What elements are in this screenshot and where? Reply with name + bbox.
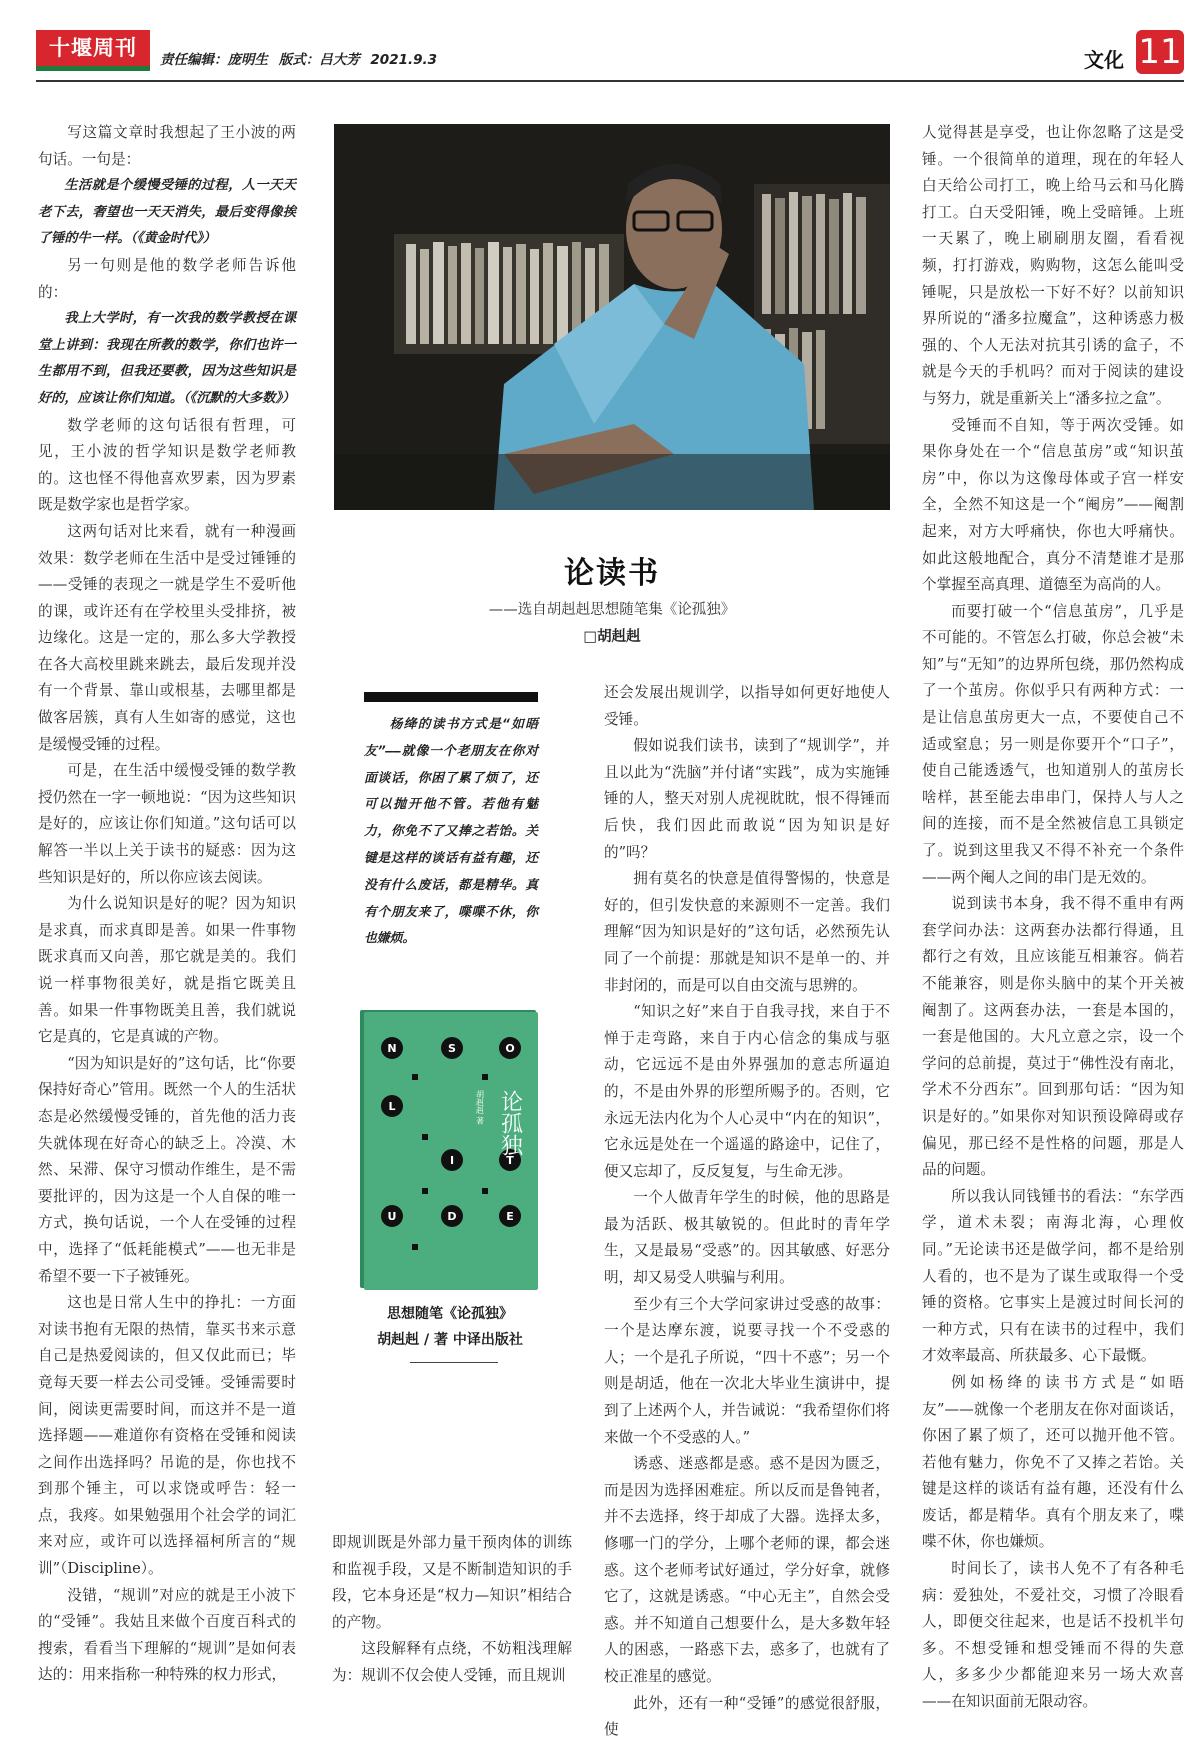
section-name: 文化: [1084, 48, 1124, 72]
book-caption-meta: 胡赳赳 / 著 中译出版社: [377, 1332, 523, 1348]
book-cover: [360, 1010, 540, 1292]
body-paragraph: 此外，还有一种“受锤”的感觉很舒服，使: [604, 1694, 890, 1739]
article-subtitle: ——选自胡赳赳思想随笔集《论孤独》: [488, 602, 736, 618]
body-paragraph: 数学老师的这句话很有哲理，可见，王小波的哲学知识是数学老师教的。这也怪不得他喜欢罗素，因为罗素既是数学家也是哲学家。: [38, 416, 296, 514]
article-title: 论读书: [564, 556, 660, 591]
quoted-passage: 生活就是个缓慢受锤的过程，人一天天老下去，奢望也一天天消失，最后变得像挨了锤的牛一样。（《黄金时代》）: [38, 178, 296, 247]
body-paragraph: 还会发展出规训学，以指导如何更好地使人受锤。: [604, 684, 890, 728]
cover-letter: E: [506, 1210, 514, 1223]
body-paragraph: 这段解释有点绕，不妨粗浅理解为：规训不仅会使人受锤，而且规训: [332, 1640, 572, 1684]
cover-letter: L: [388, 1100, 396, 1113]
column-2-bottom: [332, 1530, 572, 1690]
pull-quote: 杨绛的读书方式是“如晤友”——就像一个老朋友在你对面谈话，你困了累了烦了，还可以抛开他不管。若他有魅力，你免不了又捧之若饴。关键是这样的谈话有益有趣，还没有什么废话，都是精华。真有个朋友来了，喋喋不休，你也嫌烦。: [364, 717, 538, 947]
body-paragraph: 至少有三个大学问家讲过受惑的故事：一个是达摩东渡，说要寻找一个不受惑的人；一个是孔子所说，“四十不惑”；另一个则是胡适，他在一次北大毕业生演讲中，提到了上述两个人，并告诫说：“我希望你们将来做一个不受惑的人。”: [604, 1295, 890, 1446]
body-paragraph: 可是，在生活中缓慢受锤的数学教授仍然在一字一顿地说：“因为这些知识是好的，应该让你们知道。”这句话可以解答一半以上关于读书的疑惑：因为这些知识是好的，所以你应该去阅读。: [38, 762, 296, 886]
header-rule: [36, 80, 1184, 82]
body-paragraph: 另一句则是他的数学老师告诉他的：: [38, 256, 296, 301]
body-paragraph: 这两句话对比来看，就有一种漫画效果：数学老师在生活中是受过锤锤的——受锤的表现之一就是学生不爱听他的课，或许还有在学校里头受排挤，被边缘化。这是一定的，那么多大学教授在各大高校里跳来跳去，最后发现并没有一个背景、靠山或根基，去哪里都是做客居簇，真有人生如寄的感觉，这也是缓慢受锤的过程。: [38, 522, 296, 753]
issue-date: 2021.9.3: [370, 52, 438, 68]
cover-letter: N: [387, 1042, 397, 1055]
body-paragraph: 人觉得甚是享受，也让你忽略了这是受锤。一个很简单的道理，现在的年轻人白天给公司打工，晚上给马云和马化腾打工。白天受阳锤，晚上受暗锤。上班一天累了，晚上刷刷朋友圈，看看视频，打打游戏，购购物，这怎么能叫受锤呢，只是放松一下好不好？以前知识界所说的“潘多拉魔盒”，这种诱惑力极强的、个人无法对抗其引诱的盒子，不就是今天的手机吗？而对于阅读的建设与努力，就是重新关上“潘多拉之盒”。: [922, 124, 1184, 407]
layout-credit: 版式：吕大芳: [278, 52, 360, 68]
body-paragraph: 拥有莫名的快意是值得警惕的，快意是好的，但引发快意的来源则不一定善。我们理解“因为知识是好的”这句话，必然预先认同了一个前提：那就是知识不是单一的、并非封闭的，而是可以自由交流与思辨的。: [604, 870, 890, 994]
body-paragraph: 时间长了，读书人免不了有各种毛病：爱独处，不爱社交，习惯了冷眼看人，即便交往起来，也是话不投机半句多。不想受锤和想受锤而不得的失意人，多多少少都能迎来另一场大欢喜——在知识面前无限动容。: [922, 1560, 1184, 1711]
page-number: 11: [1136, 30, 1184, 74]
column-3: [604, 680, 890, 1744]
body-paragraph: 为什么说知识是好的呢？因为知识是求真，而求真即是善。如果一件事物既求真而又向善，那它就是美的。我们说一样事物很美好，就是指它既美且善。如果一件事物既美且善，我们就说它是真的，它是真诚的产物。: [38, 895, 296, 1046]
body-paragraph: 即规训既是外部力量干预肉体的训练和监视手段，又是不断制造知识的手段，它本身还是“权力—知识”相结合的产物。: [332, 1534, 572, 1631]
masthead-underline: [36, 66, 150, 71]
quoted-passage: 我上大学时，有一次我的数学教授在课堂上讲到：我现在所教的数学，你们也许一生都用不到，但我还要教，因为这些知识是好的，应该让你们知道。（《沉默的大多数》）: [38, 311, 296, 406]
header-info: [160, 48, 443, 68]
column-1: [38, 120, 296, 1689]
body-paragraph: “知识之好”来自于自我寻找，来自于不惮于走弯路，来自于内心信念的集成与驱动，它远远不是由外界强加的意志所逼迫的，不是由外界的形塑所赐予的。否则，它永远无法内化为个人心灵中“内在的知识”，它永远是处在一个遥遥的路途中，记住了，便又忘却了，反反复复，与生命无涉。: [604, 1003, 890, 1180]
body-paragraph: 而要打破一个“信息茧房”，几乎是不可能的。不管怎么打破，你总会被“未知”与“无知”的边界所包绕，那仍然构成了一个茧房。你似乎只有两种方式：一是让信息茧房更大一点，不要使自己不适或窒息；另一则是你要开个“口子”，使自己能透透气，也知道别人的茧房长啥样，甚至能去串串门，保持人与人之间的连接，而不是全然被信息工具锁定了。说到这里我又不得不补充一个条件——两个阉人之间的串门是无效的。: [922, 602, 1184, 886]
cover-author: 胡赳赳 著: [475, 1090, 485, 1125]
editor-credit: 责任编辑：庞明生: [160, 52, 268, 68]
body-paragraph: 例如杨绛的读书方式是“如晤友”——就像一个老朋友在你对面谈话，你困了累了烦了，还可以抛开他不管。若他有魅力，你免不了又捧之若饴。关键是这样的谈话有益有趣，还没有什么废话，都是精华。真有个朋友来了，喋喋不休，你也嫌烦。: [922, 1373, 1184, 1551]
body-paragraph: 没错，“规训”对应的就是王小波下的“受锤”。我姑且来做个百度百科式的搜索，看看当下理解的“规训”是如何表达的：用来指称一种特殊的权力形式，: [38, 1586, 296, 1684]
body-paragraph: 说到读书本身，我不得不重申有两套学问办法：这两套办法都行得通，且都行之有效，且应该能互相兼容。倘若不能兼容，则是你头脑中的某个开关被阉割了。这两套办法，一套是本国的，一套是他国的。大凡立意之宗，设一个学问的总前提，莫过于“佛性没有南北，学术不分西东”。回到那句话：“因为知识是好的。”如果你对知识预设障碍或存偏见，那已经不是性格的问题，那是人品的问题。: [922, 895, 1184, 1179]
cover-letter: U: [387, 1210, 397, 1223]
book-caption-title: 思想随笔《论孤独》: [387, 1306, 513, 1322]
cover-title: 论孤独: [497, 1090, 523, 1156]
body-paragraph: 诱惑、迷惑都是惑。惑不是因为匮乏，而是因为选择困难症。所以反而是鲁钝者，并不去选择，终于却成了大器。选择太多，修哪一门的学分，上哪个老师的课，都会迷惑。这个老师考试好通过，学分好拿，就修它了，这就是诱惑。“中心无主”，自然会受惑。并不知道自己想要什么，是大多数年轻人的困惑，一路惑下去，惑多了，也就有了校正准星的感觉。: [604, 1455, 890, 1685]
body-paragraph: 假如说我们读书，读到了“规训学”，并且以此为“洗脑”并付诸“实践”，成为实施锤锤的人，整天对别人虎视眈眈，恨不得锤而后快，我们因此而敢说“因为知识是好的”吗？: [604, 737, 890, 861]
body-paragraph: 受锤而不自知，等于两次受锤。如果你身处在一个“信息茧房”或“知识茧房”中，你以为这像母体或子宫一样安全，全然不知这是一个“阉房”——阉割起来，对方大呼痛快，你也大呼痛快。如此这般地配合，真分不清楚谁才是那个掌握至高真理、道德至为高尚的人。: [922, 416, 1184, 594]
body-paragraph: 这也是日常人生中的挣扎：一方面对读书抱有无限的热情，靠买书来示意自己是热爱阅读的，但又仅此而已；毕竟每天要一样去公司受锤。受锤需要时间，阅读更需要时间，而这并不是一道选择题——难道你有资格在受锤和阅读之间作出选择吗？吊诡的是，你也找不到那个锤主，可以求饶或呼告：轻一点，我疼。如果勉强用个社会学的词汇来对应，或许可以选择福柯所言的“规训”（Discipline）。: [38, 1294, 296, 1578]
cover-letter: O: [505, 1042, 515, 1055]
pull-quote-bar: [364, 692, 538, 702]
cover-letter: S: [448, 1042, 456, 1055]
body-paragraph: “因为知识是好的”这句话，比“你要保持好奇心”管用。既然一个人的生活状态是必然缓慢受锤的，首先他的活力丧失就体现在好奇心的缺乏上。冷漠、木然、呆滞、保守习惯动作维生，是不需要批评的，因为这是一个人自保的唯一方式，换句话说，一个人在受锤的过程中，选择了“低耗能模式”——也无非是希望不要一下子被锤死。: [38, 1054, 296, 1285]
cover-letter: I: [449, 1154, 455, 1167]
body-paragraph: 所以我认同钱锺书的看法：“东学西学，道术未裂；南海北海，心理攸同。”无论读书还是做学问，都不是给别人看的，也不是为了谋生或取得一个受锤的资格。它事实上是渡过时间长河的一种方式，只有在读书的过程中，我们才效率最高、所获最多、心下最慨。: [922, 1187, 1184, 1365]
article-author: □胡赳赳: [583, 629, 641, 645]
body-paragraph: 一个人做青年学生的时候，他的思路是最为活跃、极其敏锐的。但此时的青年学生，又是最易“受惑”的。因其敏感、好恶分明，却又易受人哄骗与利用。: [604, 1189, 890, 1287]
cover-letter: D: [447, 1210, 457, 1223]
book-caption-rule: [410, 1362, 498, 1363]
author-photo: [334, 124, 890, 510]
column-4: [922, 120, 1184, 1716]
cover-letter: T: [506, 1154, 514, 1167]
body-paragraph: 写这篇文章时我想起了王小波的两句话。一句是：: [38, 124, 296, 168]
masthead-logo: 十堰周刊: [36, 30, 150, 66]
